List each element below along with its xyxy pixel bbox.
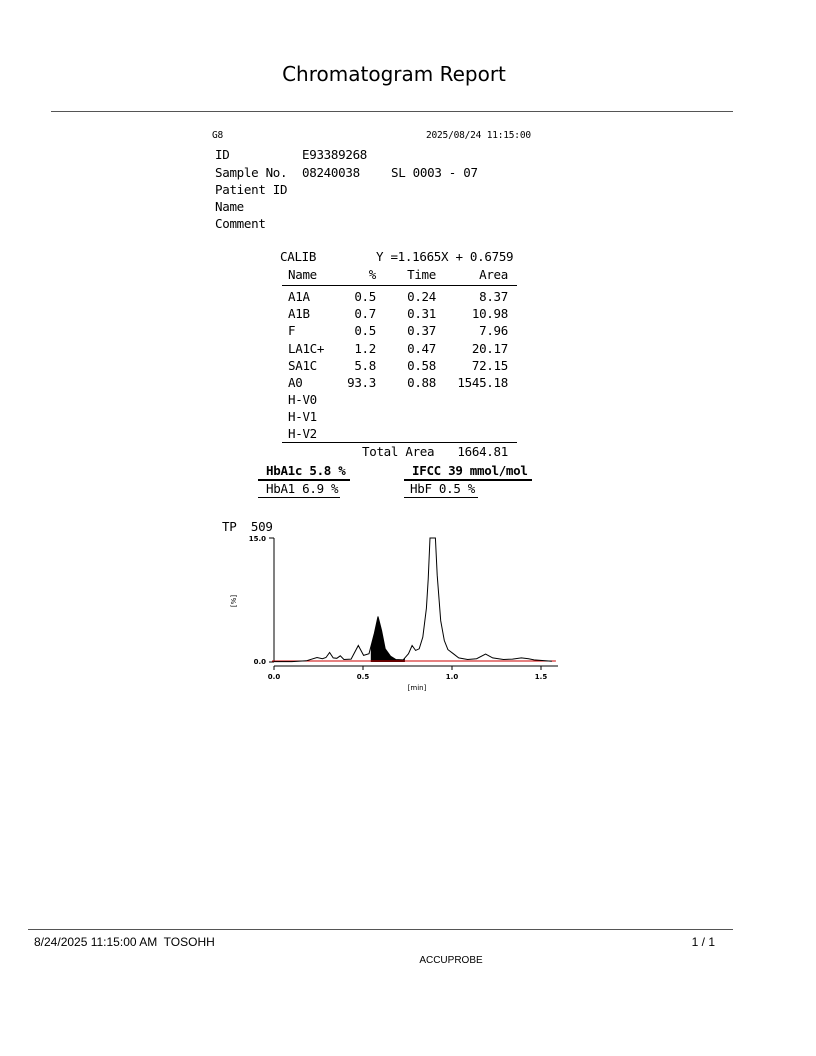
y-axis-label: [%] [230, 594, 238, 608]
row-area: 72.15 [471, 358, 508, 373]
id-value: E93389268 [302, 147, 368, 162]
row-area: 8.37 [479, 289, 508, 304]
footer-datetime-user: 8/24/2025 11:15:00 AM TOSOHH [34, 935, 215, 949]
row-percent: 0.5 [354, 289, 376, 304]
row-time: 0.24 [407, 289, 436, 304]
x-axis [274, 666, 558, 670]
row-percent: 0.7 [354, 306, 376, 321]
calib-equation: Y =1.1665X + 0.6759 [376, 249, 514, 264]
col-header-name: Name [288, 267, 317, 282]
row-name: A0 [288, 375, 303, 390]
row-percent: 1.2 [354, 341, 376, 356]
x-axis-label: [min] [407, 684, 427, 692]
total-area-label: Total Area [362, 444, 435, 459]
id-label: ID [215, 147, 230, 162]
bottom-divider [28, 929, 733, 930]
report-datetime: 2025/08/24 11:15:00 [426, 130, 531, 141]
sa1c-peak-fill [371, 617, 405, 663]
col-header-time: Time [407, 267, 436, 282]
y-tick-label: 15.0 [248, 535, 266, 543]
y-axis [269, 538, 274, 662]
row-area: 1545.18 [457, 375, 508, 390]
sample-value: 08240038 [302, 165, 360, 180]
row-name: A1A [288, 289, 310, 304]
instrument-label: G8 [212, 130, 224, 141]
hba1-result: HbA1 6.9 % [266, 481, 339, 496]
row-area: 7.96 [479, 323, 508, 338]
ifcc-result: IFCC 39 mmol/mol [412, 463, 528, 478]
row-area: 20.17 [471, 341, 508, 356]
col-header-area: Area [479, 267, 508, 282]
row-time: 0.31 [407, 306, 436, 321]
chromatogram-trace [274, 538, 552, 662]
report-title: Chromatogram Report [282, 62, 506, 86]
x-tick-label: 1.5 [534, 673, 548, 681]
row-time: 0.47 [407, 341, 436, 356]
patient-id-label: Patient ID [215, 182, 288, 197]
sl-value: SL 0003 - 07 [391, 165, 478, 180]
comment-label: Comment [215, 216, 266, 231]
x-tick-label: 0.0 [267, 673, 281, 681]
row-time: 0.88 [407, 375, 436, 390]
row-name: SA1C [288, 358, 317, 373]
row-time: 0.58 [407, 358, 436, 373]
chart-header: TP 509 [222, 519, 273, 534]
sample-label: Sample No. [215, 165, 288, 180]
row-name: F [288, 323, 296, 338]
calib-label: CALIB [280, 249, 317, 264]
hbf-result: HbF 0.5 % [410, 481, 476, 496]
total-area-value: 1664.81 [457, 444, 508, 459]
row-name: H-V2 [288, 426, 317, 441]
row-area: 10.98 [471, 306, 508, 321]
col-header-percent: % [368, 267, 376, 282]
row-name: LA1C+ [288, 341, 325, 356]
row-percent: 5.8 [354, 358, 376, 373]
row-percent: 0.5 [354, 323, 376, 338]
footer-page-number: 1 / 1 [691, 935, 715, 949]
name-label: Name [215, 199, 244, 214]
footer-brand: ACCUPROBE [419, 955, 483, 966]
x-tick-label: 1.0 [445, 673, 459, 681]
row-name: A1B [288, 306, 310, 321]
row-name: H-V0 [288, 392, 317, 407]
x-tick-label: 0.5 [356, 673, 370, 681]
row-name: H-V1 [288, 409, 317, 424]
y-tick-label: 0.0 [253, 658, 266, 666]
hba1c-result: HbA1c 5.8 % [266, 463, 346, 478]
row-time: 0.37 [407, 323, 436, 338]
row-percent: 93.3 [347, 375, 376, 390]
